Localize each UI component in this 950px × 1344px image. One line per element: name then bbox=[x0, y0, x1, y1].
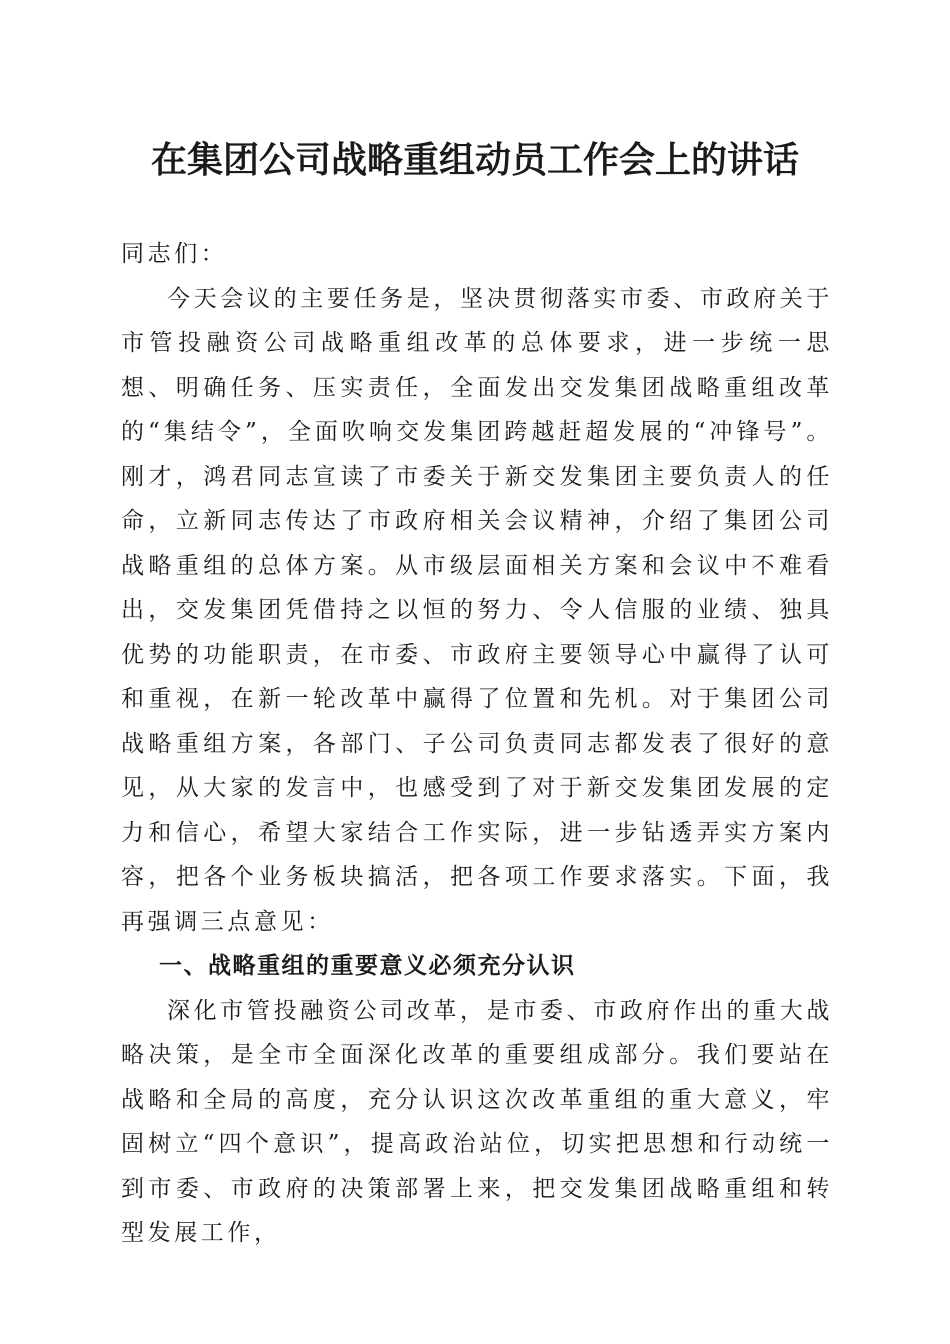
document-body bbox=[121, 232, 833, 1256]
salutation: 同志们： bbox=[121, 241, 228, 267]
section-heading: 一、战略重组的重要意义必须充分认识 bbox=[159, 953, 576, 979]
section-paragraph: 深化市管投融资公司改革，是市委、市政府作出的重大战略决策，是全市全面深化改革的重要组成部分。我们要站在战略和全局的高度，充分认识这次改革重组的重大意义，牢固树立“四个意识”，提高政治站位，切实把思想和行动统一到市委、市政府的决策部署上来，把交发集团战略重组和转型发展工作， bbox=[121, 997, 833, 1246]
intro-paragraph: 今天会议的主要任务是，坚决贯彻落实市委、市政府关于市管投融资公司战略重组改革的总体要求，进一步统一思想、明确任务、压实责任，全面发出交发集团战略重组改革的“集结令”，全面吹响交发集团跨越赶超发展的“冲锋号”。刚才，鸿君同志宣读了市委关于新交发集团主要负责人的任命，立新同志传达了市政府相关会议精神，介绍了集团公司战略重组的总体方案。从市级层面相关方案和会议中不难看出，交发集团凭借持之以恒的努力、令人信服的业绩、独具优势的功能职责，在市委、市政府主要领导心中赢得了认可和重视，在新一轮改革中赢得了位置和先机。对于集团公司战略重组方案，各部门、子公司负责同志都发表了很好的意见，从大家的发言中，也感受到了对于新交发集团发展的定力和信心，希望大家结合工作实际，进一步钻透弄实方案内容，把各个业务板块搞活，把各项工作要求落实。下面，我再强调三点意见： bbox=[121, 285, 833, 935]
document-title: 在集团公司战略重组动员工作会上的讲话 bbox=[150, 139, 799, 181]
